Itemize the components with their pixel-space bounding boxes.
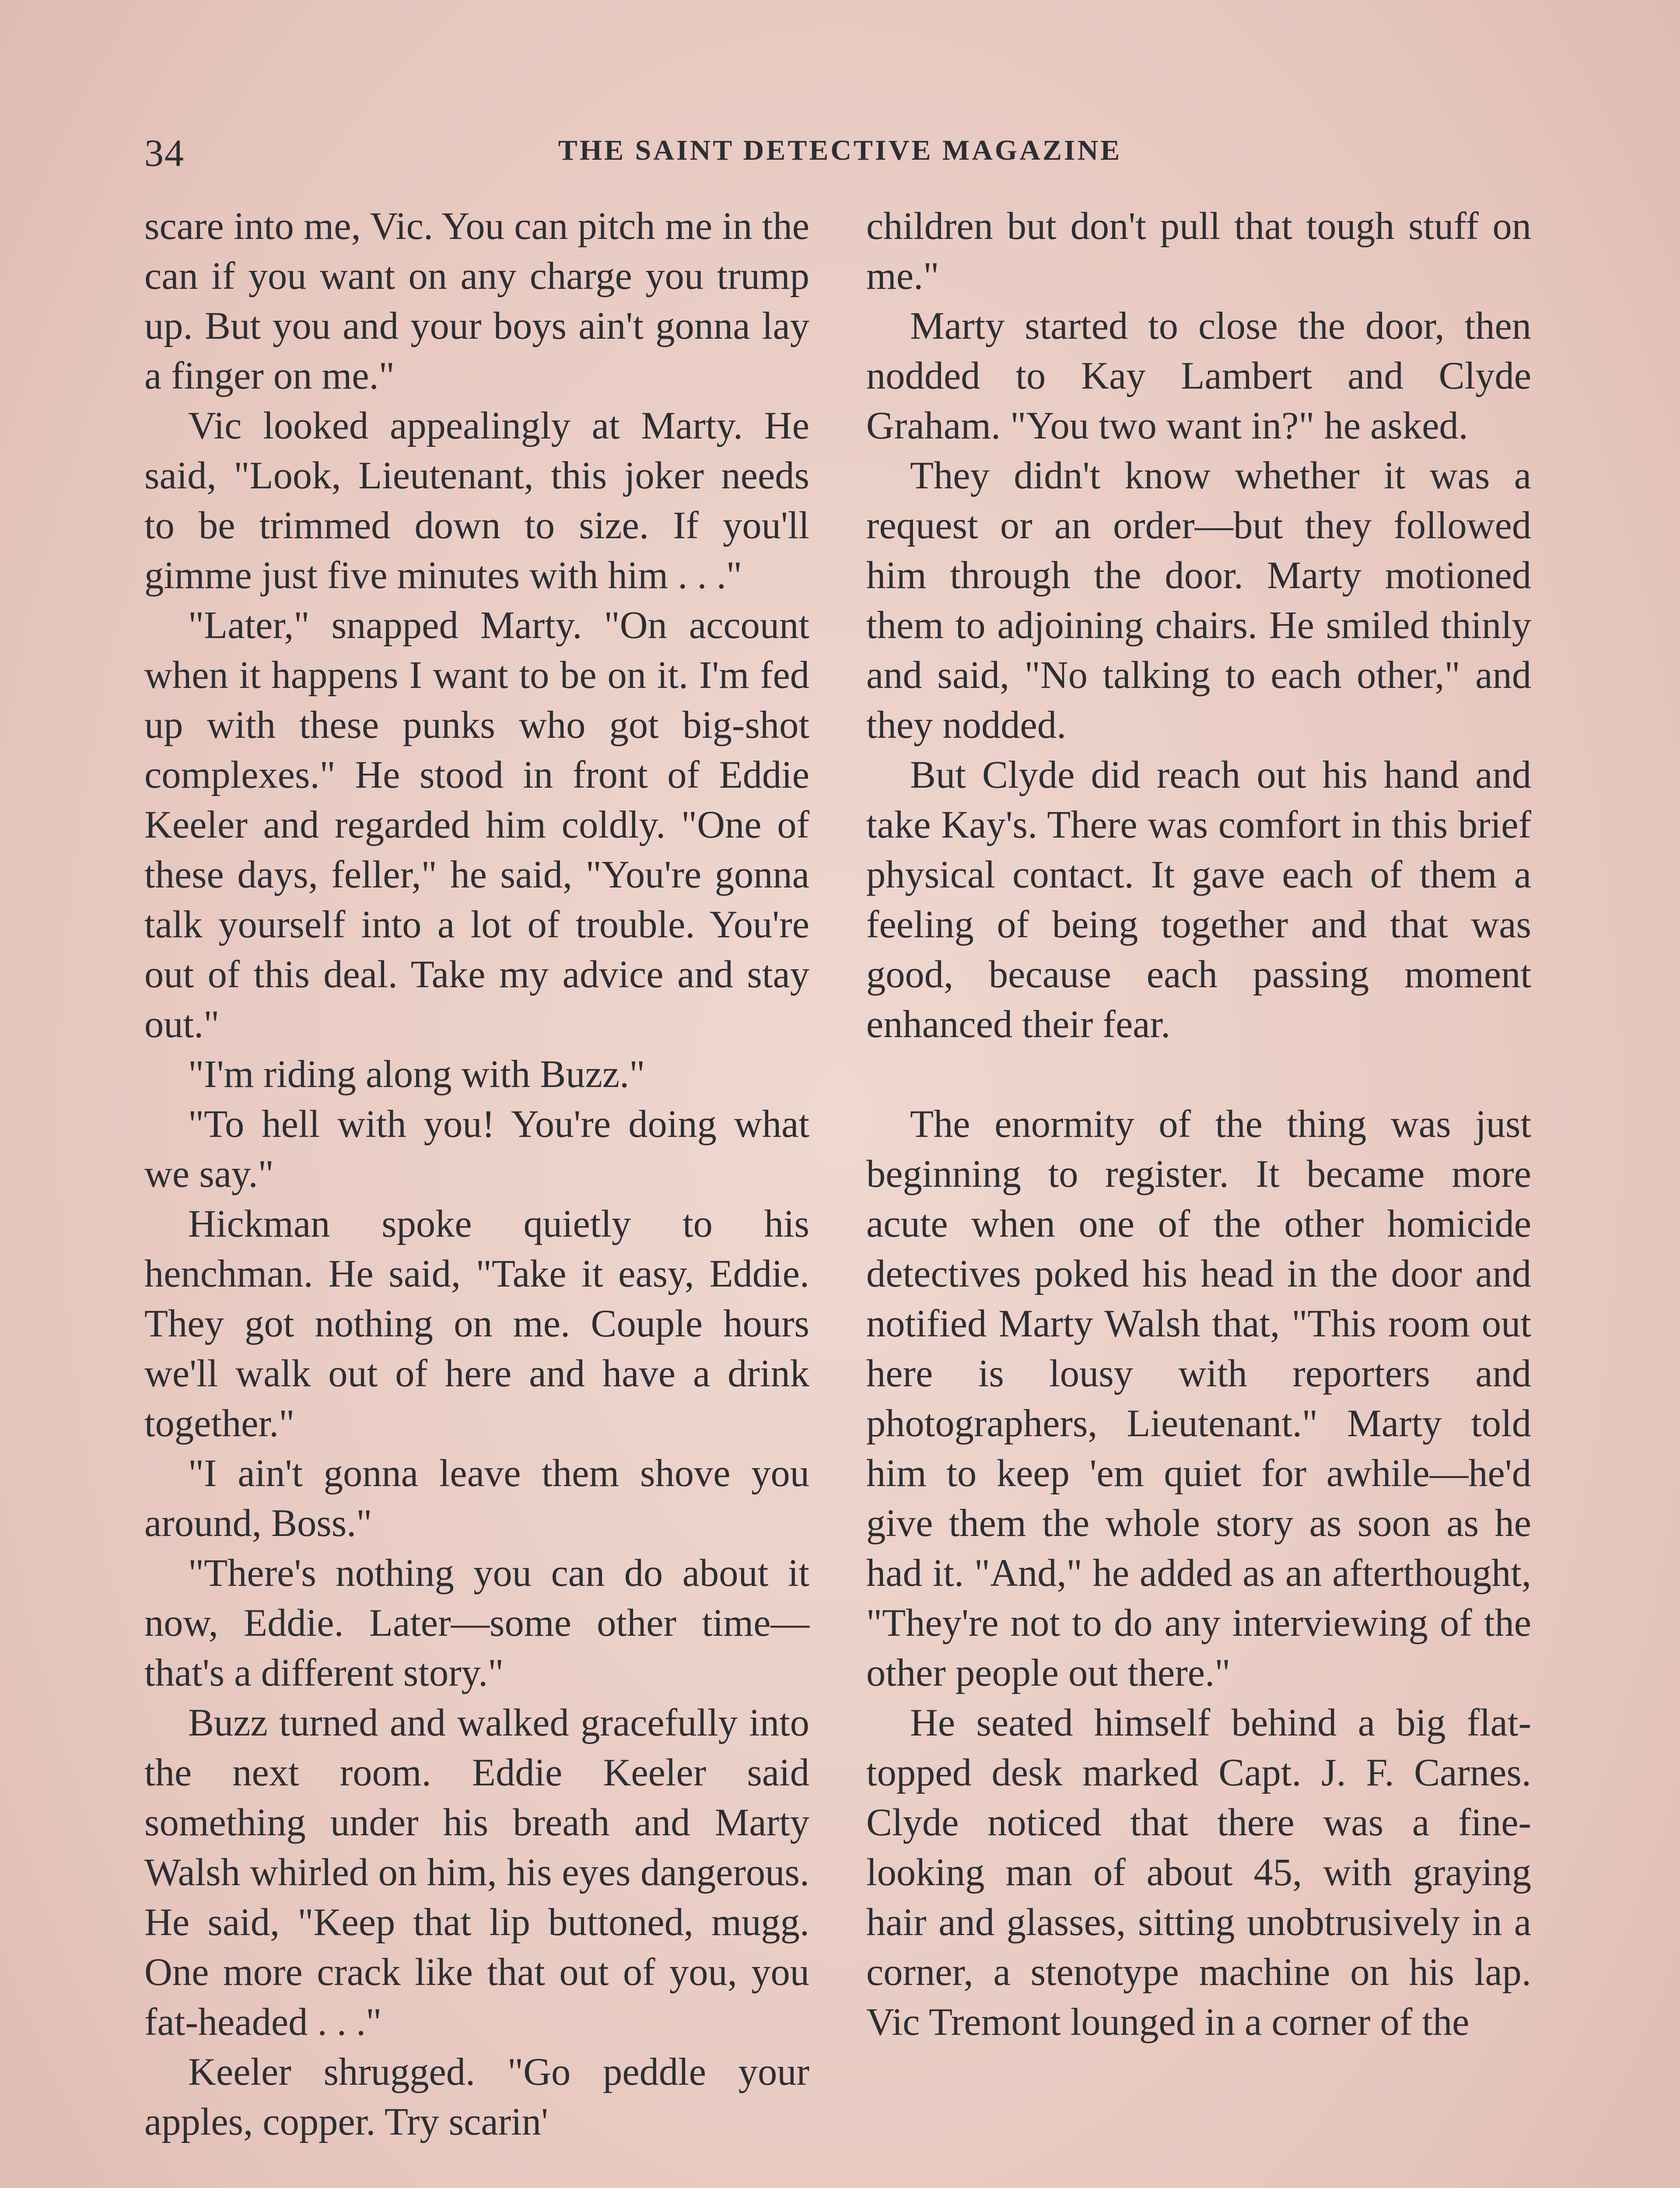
left-column: [144, 201, 809, 2147]
page-header: [144, 131, 1536, 188]
paragraph: They didn't know whether it was a request or an order—but they followed him through the door. Marty motioned them to adjoining chairs. He smiled thinly and said, "No talking to each other," and they nodded.: [866, 454, 1531, 747]
page-number: 34: [144, 132, 185, 175]
paragraph: Keeler shrugged. "Go peddle your apples, copper. Try scarin': [144, 2051, 809, 2143]
paragraph: Hickman spoke quietly to his henchman. He said, "Take it easy, Eddie. They got nothing on me. Couple hours we'll walk out of here and have a drink together.": [144, 1203, 809, 1445]
paragraph: But Clyde did reach out his hand and take Kay's. There was comfort in this brief physical contact. It gave each of them a feeling of being together and that was good, because each passing moment enhanced their fear.: [866, 754, 1531, 1046]
paragraph: "To hell with you! You're doing what we say.": [144, 1103, 809, 1196]
paragraph: He seated himself behind a big flat-topped desk marked Capt. J. F. Carnes. Clyde noticed that there was a fine-looking man of about 45, with graying hair and glasses, sitting unobtrusively in a corner, a stenotype machine on his lap. Vic Tremont lounged in a corner of the: [866, 1701, 1531, 2044]
paragraph: "There's nothing you can do about it now, Eddie. Later—some other time—that's a different story.": [144, 1552, 809, 1694]
running-head: THE SAINT DETECTIVE MAGAZINE: [558, 134, 1122, 166]
paragraph: Marty started to close the door, then nodded to Kay Lambert and Clyde Graham. "You two want in?" he asked.: [866, 305, 1531, 447]
paragraph: scare into me, Vic. You can pitch me in the can if you want on any charge you trump up. But you and your boys ain't gonna lay a finger on me.": [144, 205, 809, 397]
paragraph: "I ain't gonna leave them shove you around, Boss.": [144, 1452, 809, 1545]
paragraph: "Later," snapped Marty. "On account when it happens I want to be on it. I'm fed up with these punks who got big-shot complexes." He stood in front of Eddie Keeler and regarded him coldly. "One of these days, feller," he said, "You're gonna talk yourself into a lot of trouble. You're out of this deal. Take my advice and stay out.": [144, 604, 809, 1046]
paragraph: Buzz turned and walked gracefully into the next room. Eddie Keeler said something under his breath and Marty Walsh whirled on him, his eyes dangerous. He said, "Keep that lip buttoned, mugg. One more crack like that out of you, you fat-headed . . .": [144, 1701, 809, 2044]
paragraph: "I'm riding along with Buzz.": [188, 1053, 645, 1096]
right-column: [866, 201, 1531, 2047]
paragraph: The enormity of the thing was just beginning to register. It became more acute when one of the other homicide detectives poked his head in the door and notified Marty Walsh that, "This room out here is lousy with reporters and photographers, Lieutenant." Marty told him to keep 'em quiet for awhile—he'd give them the whole story as soon as he had it. "And," he added as an afterthought, "They're not to do any interviewing of the other people out there.": [866, 1103, 1531, 1694]
paragraph: Vic looked appealingly at Marty. He said, "Look, Lieutenant, this joker needs to be trimmed down to size. If you'll gimme just five minutes with him . . .": [144, 404, 809, 597]
paragraph: children but don't pull that tough stuff on me.": [866, 205, 1531, 298]
